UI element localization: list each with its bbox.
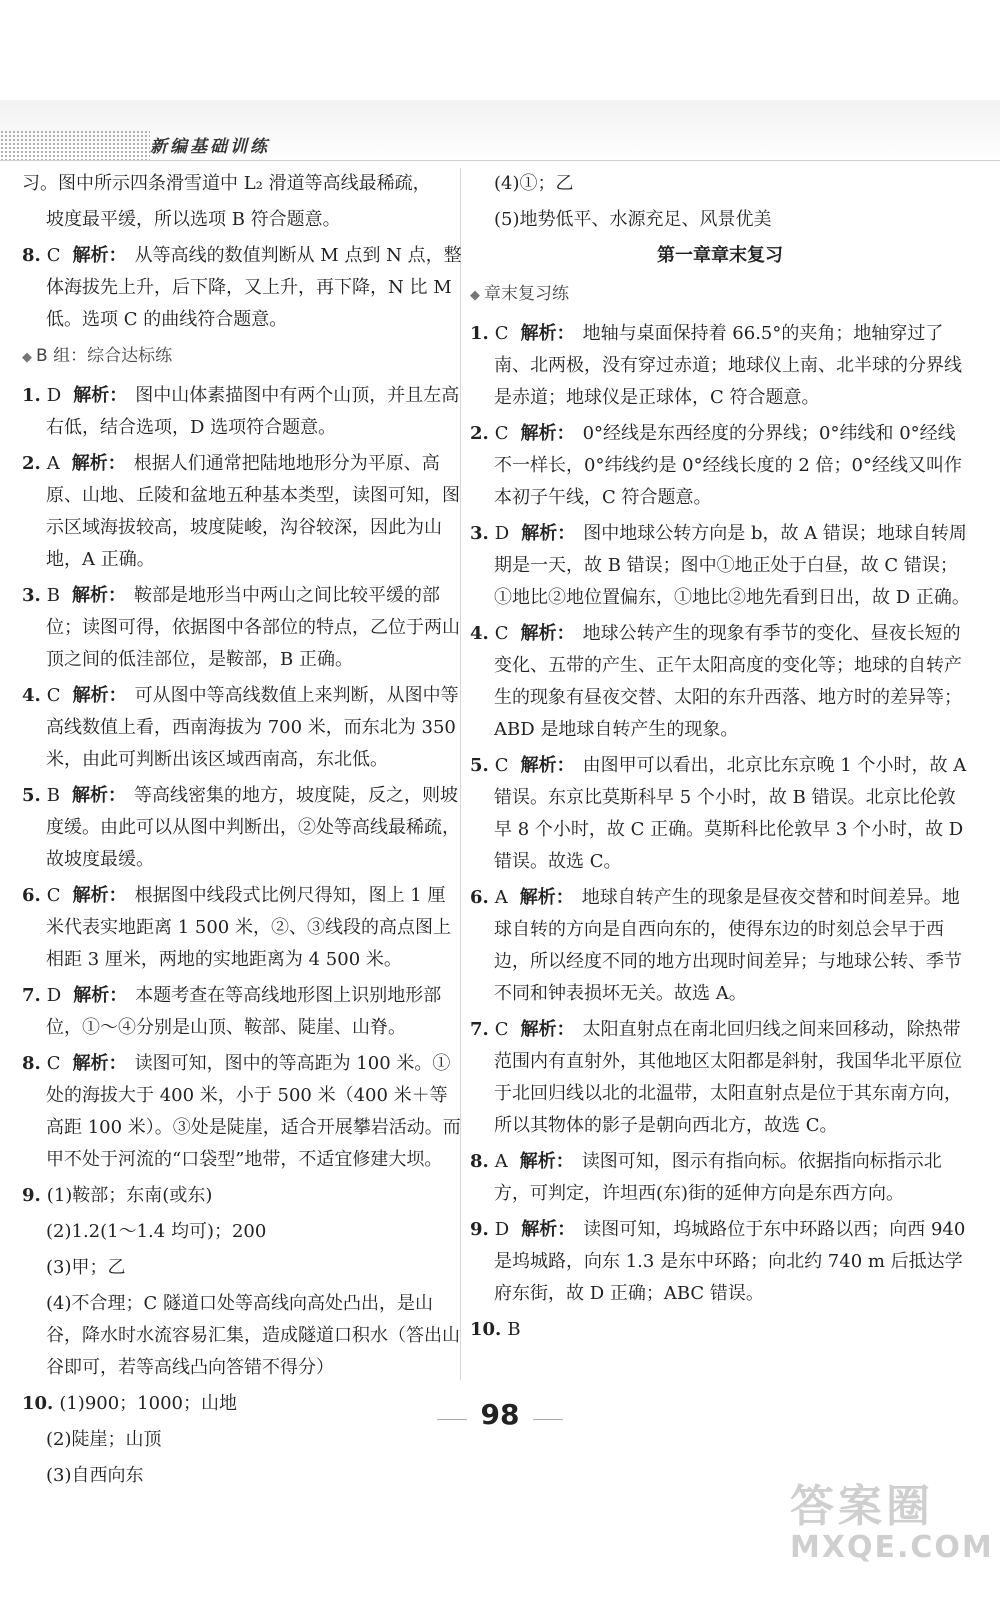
analysis-label: 解析： <box>71 453 126 474</box>
item-answer: B <box>46 585 61 606</box>
answer-item <box>470 882 970 1010</box>
item-answer: A <box>494 1151 508 1172</box>
right-column <box>470 168 970 1350</box>
item-answer: C <box>494 623 509 644</box>
item-answer: D <box>494 1219 510 1240</box>
item10-line: (3)自西向东 <box>46 1465 144 1486</box>
continued-line: (4)①；乙 <box>494 173 574 194</box>
item9-line: (1)鞍部；东南(或东) <box>46 1185 213 1206</box>
item-number: 5. <box>470 755 489 776</box>
item-answer: C <box>46 1053 61 1074</box>
analysis-text: 读图可知，图中的等高距为 100 米。①处的海拔大于 400 米，小于 500 米（400 米＋等高距 100 米）。③处是陡崖，适合开展攀岩活动。而甲不处于河流的“口袋型”地带，不适宜修建大坝。 <box>46 1053 461 1170</box>
item-number: 7. <box>470 1019 489 1040</box>
section-label-text: B 组：综合达标练 <box>36 346 173 366</box>
analysis-label: 解析： <box>72 885 127 906</box>
item-number: 5. <box>22 785 41 806</box>
answer-item <box>22 1048 462 1176</box>
analysis-text: 地球自转产生的现象是昼夜交替和时间差异。地球自转的方向是自西向东的，使得东边的时刻总会早于西边，所以经度不同的地方出现时间差异；与地球公转、季节不同和钟表损坏无关。故选 A。 <box>494 887 962 1004</box>
right-answer-list <box>470 318 970 1310</box>
left-column <box>22 168 462 1496</box>
analysis-text: 读图可知，图示有指向标。依据指向标指示北方，可判定，许坦西(东)街的延伸方向是东西方向。 <box>494 1151 942 1204</box>
answer-item <box>470 618 970 746</box>
item-number: 8. <box>22 245 41 266</box>
item9-line: (3)甲；乙 <box>46 1257 126 1278</box>
item-number: 10. <box>22 1393 54 1414</box>
analysis-label: 解析： <box>519 1151 574 1172</box>
section-label-text: 章末复习练 <box>484 284 569 304</box>
continued-line: 习。图中所示四条滑雪道中 L₂ 滑道等高线最稀疏， <box>22 173 431 194</box>
analysis-text: 根据图中线段式比例尺得知，图上 1 厘米代表实地距离 1 500 米，②、③线段的高点图上相距 3 厘米，两地的实地距离为 4 500 米。 <box>46 885 451 970</box>
analysis-label: 解析： <box>520 623 575 644</box>
analysis-text: 地球公转产生的现象有季节的变化、昼夜长短的变化、五带的产生、正午太阳高度的变化等；地球的自转产生的现象有昼夜交替、太阳的东升西落、地方时的差异等；ABD 是地球自转产生的现象。 <box>494 623 962 740</box>
item-number: 4. <box>470 623 489 644</box>
answer-item <box>22 880 462 976</box>
item-number: 9. <box>22 1185 41 1206</box>
item-number: 7. <box>22 985 41 1006</box>
answer-item <box>22 680 462 776</box>
analysis-label: 解析： <box>520 323 575 344</box>
answer-item-9 <box>22 1180 462 1212</box>
item-number: 2. <box>470 423 489 444</box>
continued-line: 坡度最平缓，所以选项 B 符合题意。 <box>46 209 341 230</box>
analysis-text: 可从图中等高线数值上来判断，从图中等高线数值上看，西南海拔为 700 米，而东北为 350 米，由此可判断出该区域西南高，东北低。 <box>46 685 459 770</box>
footer-rule <box>437 1419 467 1420</box>
analysis-label: 解析： <box>72 785 127 806</box>
item-number: 6. <box>470 887 489 908</box>
analysis-text: 读图可知，坞城路位于东中环路以西；向西 940 是坞城路，向东 1.3 是东中环路；向北约 740 m 后抵达学府东街，故 D 正确；ABC 错误。 <box>494 1219 966 1304</box>
watermark <box>790 1470 994 1590</box>
answer-item-a8 <box>22 240 462 336</box>
answer-item <box>470 750 970 878</box>
item10-line: (1)900；1000；山地 <box>59 1393 237 1414</box>
diamond-icon: ◆ <box>470 288 480 303</box>
analysis-text: 鞍部是地形当中两山之间比较平缓的部位；读图可得，依据图中各部位的特点，乙位于两山顶之间的低洼部位，是鞍部，B 正确。 <box>46 585 460 670</box>
header-rule <box>0 160 1000 161</box>
item-answer: C <box>494 323 509 344</box>
page-number: 98 <box>480 1398 520 1431</box>
left-answer-list <box>22 380 462 1176</box>
section-label-b <box>22 340 462 374</box>
watermark-url: MXQE.COM <box>790 1530 994 1565</box>
answer-item <box>22 780 462 876</box>
item-number: 9. <box>470 1219 489 1240</box>
analysis-label: 解析： <box>73 385 128 406</box>
item-number: 3. <box>22 585 41 606</box>
item9-line: (2)1.2(1～1.4 均可)；200 <box>46 1221 267 1242</box>
chapter-title: 第一章章末复习 <box>657 245 783 266</box>
analysis-text: 图中地球公转方向是 b，故 A 错误；地球自转周期是一天，故 B 错误；图中①地正处于白昼，故 C 错误；①地比②地位置偏东，①地比②地先看到日出，故 D 正确。 <box>494 523 970 608</box>
item-answer: B <box>507 1319 521 1340</box>
item-answer: C <box>46 245 61 266</box>
item-answer: A <box>46 453 60 474</box>
answer-item <box>470 1214 970 1310</box>
footer-rule <box>533 1419 563 1420</box>
answer-item <box>22 380 462 444</box>
continued-line: (5)地势低平、水源充足、风景优美 <box>494 209 772 230</box>
item-number: 6. <box>22 885 41 906</box>
item-answer: C <box>494 423 509 444</box>
item10-line: (2)陡崖；山顶 <box>46 1429 162 1450</box>
item-answer: B <box>46 785 61 806</box>
answer-item <box>470 518 970 614</box>
page-footer <box>0 1398 1000 1431</box>
analysis-text: 等高线密集的地方，坡度陡，反之，则坡度缓。由此可以从图中判断出，②处等高线最稀疏，故坡度最缓。 <box>46 785 460 870</box>
analysis-label: 解析： <box>73 985 128 1006</box>
answer-item <box>22 448 462 576</box>
answer-item-10 <box>470 1314 970 1346</box>
item-answer: D <box>46 985 62 1006</box>
analysis-label: 解析： <box>72 245 127 266</box>
item-number: 8. <box>470 1151 489 1172</box>
analysis-text: 根据人们通常把陆地地形分为平原、高原、山地、丘陵和盆地五种基本类型，读图可知，图示区域海拔较高，坡度陡峻，沟谷较深，因此为山地，A 正确。 <box>46 453 460 570</box>
item-answer: C <box>494 1019 509 1040</box>
item-number: 10. <box>470 1319 502 1340</box>
analysis-text: 太阳直射点在南北回归线之间来回移动，除热带范围内有直射外，其他地区太阳都是斜射，我国华北平原位于北回归线以北的北温带，太阳直射点是位于其东南方向，所以其物体的影子是朝向西北方，故选 C。 <box>494 1019 962 1136</box>
item-number: 3. <box>470 523 489 544</box>
analysis-label: 解析： <box>520 755 575 776</box>
item9-line: (4)不合理；C 隧道口处等高线向高处凸出，是山谷，降水时水流容易汇集，造成隧道口积水（答出山谷即可，若等高线凸向答错不得分） <box>46 1293 460 1378</box>
analysis-text: 由图甲可以看出，北京比东京晚 1 个小时，故 A 错误。东京比莫斯科早 5 个小时，故 B 错误。北京比伦敦早 8 个小时，故 C 正确。莫斯科比伦敦早 3 个小时，故 D 错误。故选 C。 <box>494 755 967 872</box>
answer-item <box>470 418 970 514</box>
item-number: 8. <box>22 1053 41 1074</box>
analysis-label: 解析： <box>520 423 575 444</box>
analysis-label: 解析： <box>72 585 127 606</box>
answer-item <box>470 1014 970 1142</box>
analysis-label: 解析： <box>520 1019 575 1040</box>
answer-item <box>22 980 462 1044</box>
analysis-label: 解析： <box>72 1053 127 1074</box>
analysis-label: 解析： <box>521 523 576 544</box>
item-number: 4. <box>22 685 41 706</box>
item-number: 2. <box>22 453 41 474</box>
answer-item <box>470 318 970 414</box>
analysis-label: 解析： <box>519 887 574 908</box>
item-answer: A <box>494 887 508 908</box>
section-label-review <box>470 278 970 312</box>
analysis-label: 解析： <box>72 685 127 706</box>
item-answer: D <box>46 385 62 406</box>
item-answer: C <box>46 685 61 706</box>
item-number: 1. <box>22 385 41 406</box>
analysis-text: 0°经线是东西经度的分界线；0°纬线和 0°经线不一样长，0°纬线约是 0°经线长度的 2 倍；0°经线又叫作本初子午线，C 符合题意。 <box>494 423 962 508</box>
item-answer: C <box>494 755 509 776</box>
answer-item <box>22 580 462 676</box>
analysis-text: 从等高线的数值判断从 M 点到 N 点，整体海拔先上升，后下降，又上升，再下降，N 比 M 低。选项 C 的曲线符合题意。 <box>46 245 462 330</box>
analysis-text: 地轴与桌面保持着 66.5°的夹角；地轴穿过了南、北两极，没有穿过赤道；地球仪上南、北半球的分界线是赤道；地球仪是正球体，C 符合题意。 <box>494 323 962 408</box>
answer-item <box>470 1146 970 1210</box>
diamond-icon: ◆ <box>22 350 32 365</box>
watermark-logo-text: 答案圈 <box>790 1481 934 1532</box>
header-dot-pattern <box>0 130 150 160</box>
analysis-text: 图中山体素描图中有两个山顶，并且左高右低，结合选项，D 选项符合题意。 <box>46 385 460 438</box>
item-answer: D <box>494 523 510 544</box>
item-number: 1. <box>470 323 489 344</box>
analysis-label: 解析： <box>521 1219 576 1240</box>
analysis-text: 本题考查在等高线地形图上识别地形部位，①～④分别是山顶、鞍部、陡崖、山脊。 <box>46 985 442 1038</box>
header-title: 新编基础训练 <box>150 137 270 157</box>
item-answer: C <box>46 885 61 906</box>
